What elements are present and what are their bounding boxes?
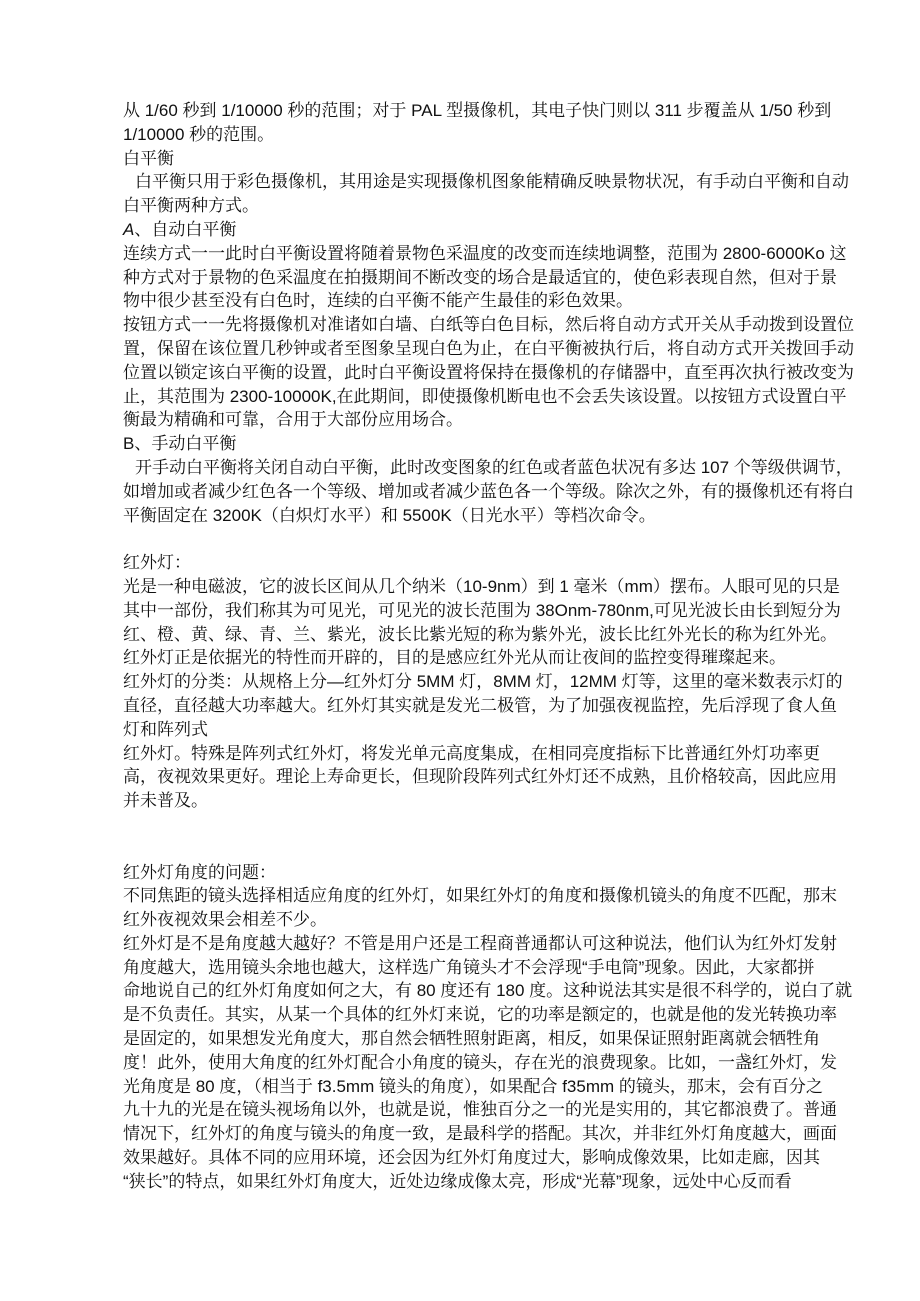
text-line: 开手动白平衡将关闭自动白平衡，此时改变图象的红色或者蓝色状况有多达 107 个等级供调节， bbox=[135, 457, 853, 477]
text-line: 红外灯。特殊是阵列式红外灯，将发光单元高度集成，在相同亮度指标下比普通红外灯功率更 bbox=[123, 743, 820, 763]
document-text-block bbox=[123, 99, 854, 1194]
text-line: 按钮方式一一先将摄像机对准诸如白墙、白纸等白色目标，然后将自动方式开关从手动拨到设置位 bbox=[123, 315, 854, 335]
text-line: 灯和阵列式 bbox=[123, 719, 208, 739]
text-line: 红外灯是不是角度越大越好？不管是用户还是工程商普通都认可这种说法，他们认为红外灯发射 bbox=[123, 933, 837, 953]
text-line: 不同焦距的镜头选择相适应角度的红外灯，如果红外灯的角度和摄像机镜头的角度不匹配，那末 bbox=[123, 886, 837, 906]
text-line: 直径，直径越大功率越大。红外灯其实就是发光二极管，为了加强夜视监控，先后浮现了食人鱼 bbox=[123, 695, 837, 715]
text-line: 并未普及。 bbox=[123, 791, 208, 811]
text-line: 是固定的，如果想发光角度大，那自然会牺牲照射距离，相反，如果保证照射距离就会牺牲角 bbox=[123, 1029, 820, 1049]
text-line: 度！此外，使用大角度的红外灯配合小角度的镜头，存在光的浪费现象。比如，一盏红外灯，发 bbox=[123, 1052, 837, 1072]
text-line: “狭长”的特点，如果红外灯角度大，近处边缘成像太亮，形成“光幕”现象，远处中心反而看 bbox=[123, 1171, 792, 1191]
text-line: 止，其范围为 2300-10000K,在此期间，即使摄像机断电也不会丢失该设置。以按钮方式设置白平 bbox=[123, 386, 847, 406]
text-line: 白平衡只用于彩色摄像机，其用途是实现摄像机图象能精确反映景物状况，有手动白平衡和自动 bbox=[135, 172, 849, 192]
text-line: 红外灯的分类：从规格上分—红外灯分 5MM 灯，8MM 灯，12MM 灯等，这里的毫米数表示灯的 bbox=[123, 672, 843, 692]
text-line: 命地说自己的红外灯角度如何之大，有 80 度还有 180 度。这种说法其实是很不科学的，说白了就 bbox=[123, 981, 853, 1001]
text-line bbox=[123, 527, 803, 551]
text-line: 是不负责任。其实，从某一个具体的红外灯来说，它的功率是额定的，也就是他的发光转换功率 bbox=[123, 1005, 837, 1025]
text-line: 置，保留在该位置几秒钟或者至图象呈现白色为止，在白平衡被执行后，将自动方式开关拨回手动 bbox=[123, 338, 854, 358]
text-line: 情况下，红外灯的角度与镜头的角度一致，是最科学的搭配。其次，并非红外灯角度越大，画面 bbox=[123, 1124, 837, 1144]
text-line: 光是一种电磁波，它的波长区间从几个纳米（10-9nm）到 1 毫米（mm）摆布。人眼可见的只是 bbox=[123, 576, 840, 596]
text-line: 角度越大，选用镜头余地也越大，这样选广角镜头才不会浮现“手电筒”现象。因此，大家都拼 bbox=[123, 957, 815, 977]
text-line: 其中一部份，我们称其为可见光，可见光的波长范围为 38Onm-780nm,可见光波长由长到短分为 bbox=[123, 600, 841, 620]
text-line: 连续方式一一此时白平衡设置将随着景物色采温度的改变而连续地调整，范围为 2800-6000Ko 这 bbox=[123, 243, 847, 263]
text-line: 如增加或者减少红色各一个等级、增加或者减少蓝色各一个等级。除次之外，有的摄像机还有将白 bbox=[123, 481, 854, 501]
text-line: 红外夜视效果会相差不少。 bbox=[123, 910, 327, 930]
text-line: 1/10000 秒的范围。 bbox=[123, 124, 275, 144]
text-line: 红外灯： bbox=[123, 553, 191, 573]
text-line: 物中很少甚至没有白色时，连续的白平衡不能产生最佳的彩色效果。 bbox=[123, 291, 633, 311]
text-line bbox=[123, 837, 803, 861]
text-line: A、自动白平衡 bbox=[123, 219, 237, 239]
text-line: 红外灯角度的问题： bbox=[123, 862, 276, 882]
text-line: 高，夜视效果更好。理论上寿命更长，但现阶段阵列式红外灯还不成熟，且价格较高，因此应用 bbox=[123, 767, 837, 787]
text-line: 光角度是 80 度，（相当于 f3.5mm 镜头的角度），如果配合 f35mm 的镜头，那末，会有百分之 bbox=[123, 1076, 823, 1096]
text-line: 红外灯正是依据光的特性而开辟的，目的是感应红外光从而让夜间的监控变得璀璨起来。 bbox=[123, 648, 786, 668]
text-line: 效果越好。具体不同的应用环境，还会因为红外灯角度过大，影响成像效果，比如走廊，因其 bbox=[123, 1148, 820, 1168]
text-line: 白平衡两种方式。 bbox=[123, 196, 259, 216]
text-line bbox=[123, 813, 803, 837]
text-line: 九十九的光是在镜头视场角以外，也就是说，惟独百分之一的光是实用的，其它都浪费了。普通 bbox=[123, 1100, 837, 1120]
text-line: 红、橙、黄、绿、青、兰、紫光，波长比紫光短的称为紫外光，波长比红外光长的称为红外光。 bbox=[123, 624, 837, 644]
text-line: 位置以锁定该白平衡的设置，此时白平衡设置将保持在摄像机的存储器中，直至再次执行被改变为 bbox=[123, 362, 854, 382]
text-line: 从 1/60 秒到 1/10000 秒的范围；对于 PAL 型摄像机，其电子快门则以 311 步覆盖从 1/50 秒到 bbox=[123, 101, 832, 120]
text-line: 白平衡 bbox=[123, 148, 174, 168]
text-line: 平衡固定在 3200K（白炽灯水平）和 5500K（日光水平）等档次命令。 bbox=[123, 505, 656, 525]
text-line: B、手动白平衡 bbox=[123, 434, 237, 454]
text-line: 衡最为精确和可靠，合用于大部份应用场合。 bbox=[123, 410, 463, 430]
text-line: 种方式对于景物的色采温度在拍摄期间不断改变的场合是最适宜的，使色彩表现自然，但对于景 bbox=[123, 267, 837, 287]
